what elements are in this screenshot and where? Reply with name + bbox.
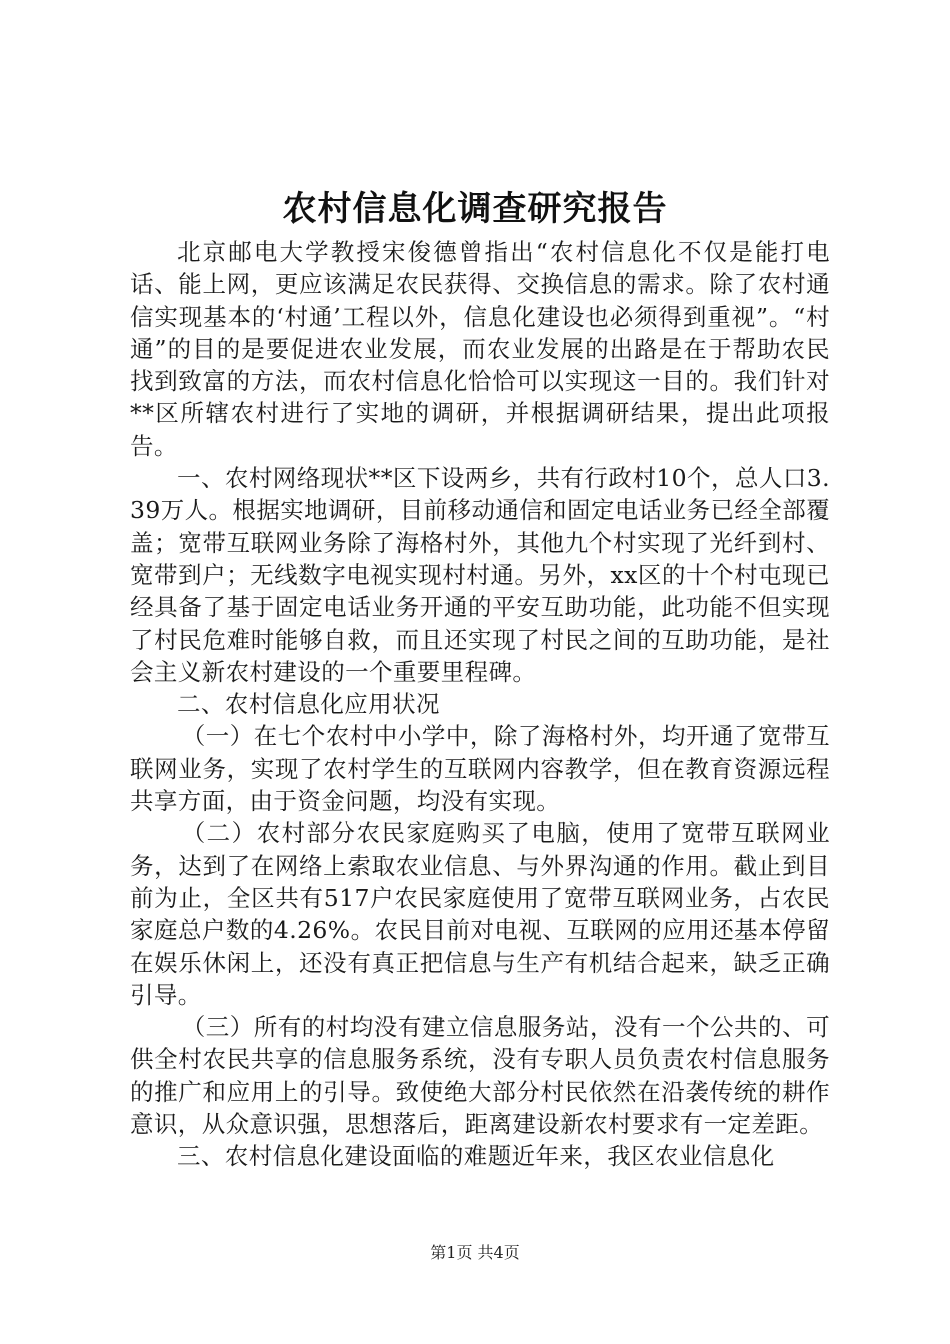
- paragraph-intro: 北京邮电大学教授宋俊德曾指出“农村信息化不仅是能打电话、能上网，更应该满足农民获得、交换信息的需求。除了农村通信实现基本的‘村通’工程以外，信息化建设也必须得到重视”。“村通”的目的是要促进农业发展，而农业发展的出路是在于帮助农民找到致富的方法，而农村信息化恰恰可以实现这一目的。我们针对**区所辖农村进行了实地的调研，并根据调研结果，提出此项报告。: [130, 238, 830, 460]
- paragraph-section-2-item-3: （三）所有的村均没有建立信息服务站，没有一个公共的、可供全村农民共享的信息服务系统，没有专职人员负责农村信息服务的推广和应用上的引导。致使绝大部分村民依然在沿袭传统的耕作意识，从众意识强，思想落后，距离建设新农村要求有一定差距。: [130, 1013, 830, 1139]
- paragraph-section-2-item-1: （一）在七个农村中小学中，除了海格村外，均开通了宽带互联网业务，实现了农村学生的互联网内容教学，但在教育资源远程共享方面，由于资金问题，均没有实现。: [130, 722, 830, 816]
- document-body: [130, 236, 830, 1173]
- document-title: 农村信息化调查研究报告: [282, 189, 668, 229]
- paragraph-section-2-heading: 二、农村信息化应用状况: [177, 690, 440, 719]
- paragraph-section-1: 一、农村网络现状**区下设两乡，共有行政村10个，总人口3.39万人。根据实地调研，目前移动通信和固定电话业务已经全部覆盖；宽带互联网业务除了海格村外，其他九个村实现了光纤到村、宽带到户；无线数字电视实现村村通。另外，xx区的十个村屯现已经具备了基于固定电话业务开通的平安互助功能，此功能不但实现了村民危难时能够自救，而且还实现了村民之间的互助功能，是社会主义新农村建设的一个重要里程碑。: [130, 464, 830, 686]
- paragraph-section-2-item-2: （二）农村部分农民家庭购买了电脑，使用了宽带互联网业务，达到了在网络上索取农业信息、与外界沟通的作用。截止到目前为止，全区共有517户农民家庭使用了宽带互联网业务，占农民家庭总户数的4.26%。农民目前对电视、互联网的应用还基本停留在娱乐休闲上，还没有真正把信息与生产有机结合起来，缺乏正确引导。: [130, 819, 830, 1009]
- page-footer: 第1页 共4页: [430, 1243, 520, 1262]
- paragraph-section-3: 三、农村信息化建设面临的难题近年来，我区农业信息化: [177, 1142, 775, 1171]
